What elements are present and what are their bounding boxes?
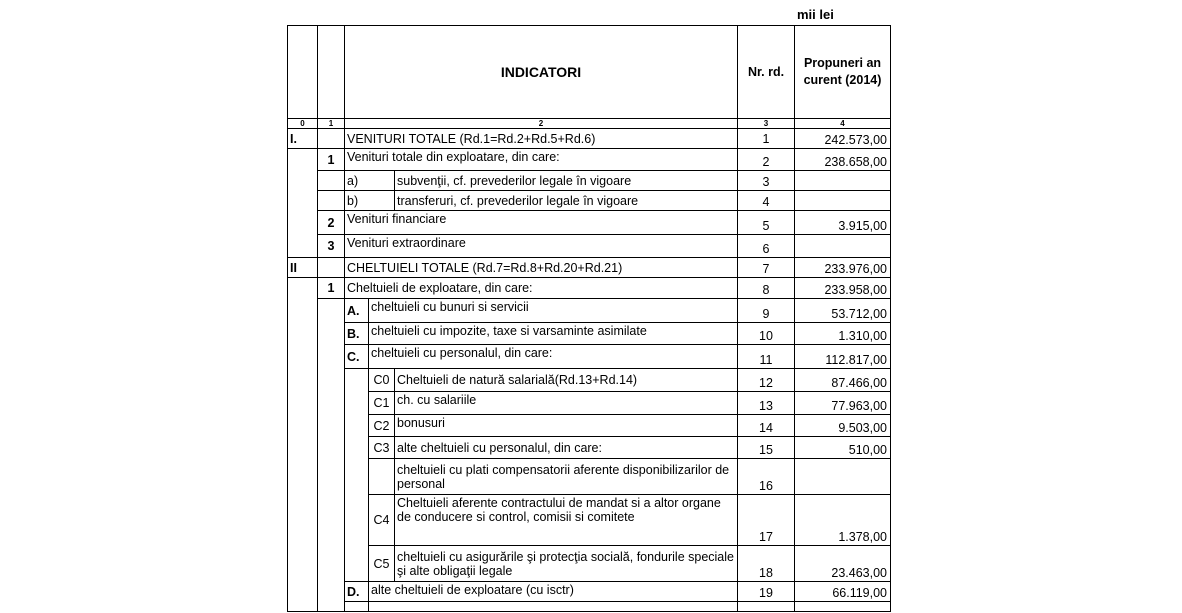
table-row xyxy=(288,602,891,612)
table-row xyxy=(288,392,891,415)
subsection-number: 1 xyxy=(318,149,345,171)
unit-label: mii lei xyxy=(797,7,834,22)
column-number-row xyxy=(288,119,891,129)
subsection-number: 1 xyxy=(318,278,345,299)
row-value: 87.466,00 xyxy=(795,369,891,392)
subsection-number: 3 xyxy=(318,235,345,258)
row-label: cheltuieli cu personalul, din care: xyxy=(369,345,738,369)
row-label: Cheltuieli de exploatare, din care: xyxy=(345,278,738,299)
table-row xyxy=(288,459,891,495)
item-letter: b) xyxy=(345,191,395,211)
row-number: 18 xyxy=(738,546,795,582)
row-number: 16 xyxy=(738,459,795,495)
table-row xyxy=(288,582,891,602)
table-row xyxy=(288,129,891,149)
item-code: C1 xyxy=(369,392,395,415)
row-value: 1.310,00 xyxy=(795,323,891,345)
row-value: 1.378,00 xyxy=(795,495,891,546)
column-number: 2 xyxy=(345,119,738,129)
row-value xyxy=(795,459,891,495)
header-row xyxy=(288,26,891,119)
table-row xyxy=(288,495,891,546)
row-label: cheltuieli cu bunuri si servicii xyxy=(369,299,738,323)
section-number: I. xyxy=(288,129,318,149)
row-label: Venituri financiare xyxy=(345,211,738,235)
table-row xyxy=(288,235,891,258)
row-number: 1 xyxy=(738,129,795,149)
row-number: 19 xyxy=(738,582,795,602)
item-letter: A. xyxy=(345,299,369,323)
proposal-header: Propuneri an curent (2014) xyxy=(795,26,891,119)
row-value xyxy=(795,191,891,211)
row-label: cheltuieli cu asigurările şi protecţia socială, fondurile speciale şi alte obligaţii legale xyxy=(395,546,738,582)
item-code: C3 xyxy=(369,437,395,459)
row-number: 15 xyxy=(738,437,795,459)
row-number: 17 xyxy=(738,495,795,546)
row-value: 242.573,00 xyxy=(795,129,891,149)
section-number: II xyxy=(288,258,318,278)
column-number: 0 xyxy=(288,119,318,129)
table-row xyxy=(288,191,891,211)
column-number: 3 xyxy=(738,119,795,129)
table-row xyxy=(288,299,891,323)
row-label: VENITURI TOTALE (Rd.1=Rd.2+Rd.5+Rd.6) xyxy=(345,129,738,149)
row-number: 11 xyxy=(738,345,795,369)
table-row xyxy=(288,415,891,437)
row-label: cheltuieli cu plati compensatorii aferente disponibilizarilor de personal xyxy=(395,459,738,495)
row-label: alte cheltuieli cu personalul, din care: xyxy=(395,437,738,459)
row-value: 3.915,00 xyxy=(795,211,891,235)
budget-table xyxy=(287,25,891,612)
table-row xyxy=(288,211,891,235)
row-label: Cheltuieli de natură salarială(Rd.13+Rd.14) xyxy=(395,369,738,392)
row-value: 112.817,00 xyxy=(795,345,891,369)
item-code: C4 xyxy=(369,495,395,546)
row-label: alte cheltuieli de exploatare (cu isctr) xyxy=(369,582,738,602)
item-letter: D. xyxy=(345,582,369,602)
row-number: 13 xyxy=(738,392,795,415)
row-number: 12 xyxy=(738,369,795,392)
row-number: 6 xyxy=(738,235,795,258)
row-number: 2 xyxy=(738,149,795,171)
row-number-header: Nr. rd. xyxy=(738,26,795,119)
row-label: ch. cu salariile xyxy=(395,392,738,415)
row-label: CHELTUIELI TOTALE (Rd.7=Rd.8+Rd.20+Rd.21) xyxy=(345,258,738,278)
subsection-number: 2 xyxy=(318,211,345,235)
row-label: Venituri totale din exploatare, din care: xyxy=(345,149,738,171)
item-letter: C. xyxy=(345,345,369,369)
row-number: 14 xyxy=(738,415,795,437)
row-label: subvenţii, cf. prevederilor legale în vigoare xyxy=(395,171,738,191)
row-number: 7 xyxy=(738,258,795,278)
row-value: 238.658,00 xyxy=(795,149,891,171)
table-row xyxy=(288,546,891,582)
item-code: C5 xyxy=(369,546,395,582)
table-row xyxy=(288,278,891,299)
row-value: 66.119,00 xyxy=(795,582,891,602)
table-row xyxy=(288,323,891,345)
item-code: C0 xyxy=(369,369,395,392)
column-number: 1 xyxy=(318,119,345,129)
table-row xyxy=(288,149,891,171)
item-letter: B. xyxy=(345,323,369,345)
row-label: bonusuri xyxy=(395,415,738,437)
row-label: cheltuieli cu impozite, taxe si varsaminte asimilate xyxy=(369,323,738,345)
column-number: 4 xyxy=(795,119,891,129)
row-value: 23.463,00 xyxy=(795,546,891,582)
row-value: 233.958,00 xyxy=(795,278,891,299)
row-value xyxy=(795,171,891,191)
row-value: 9.503,00 xyxy=(795,415,891,437)
row-label: Venituri extraordinare xyxy=(345,235,738,258)
row-value: 77.963,00 xyxy=(795,392,891,415)
row-value: 233.976,00 xyxy=(795,258,891,278)
row-number: 5 xyxy=(738,211,795,235)
row-number: 4 xyxy=(738,191,795,211)
table-row xyxy=(288,345,891,369)
row-label: Cheltuieli aferente contractului de mandat si a altor organe de conducere si control, comisii si comitete xyxy=(395,495,738,546)
row-number: 10 xyxy=(738,323,795,345)
row-label: transferuri, cf. prevederilor legale în vigoare xyxy=(395,191,738,211)
table-row xyxy=(288,171,891,191)
row-value xyxy=(795,235,891,258)
item-code xyxy=(369,459,395,495)
row-value: 510,00 xyxy=(795,437,891,459)
row-number: 9 xyxy=(738,299,795,323)
row-number: 3 xyxy=(738,171,795,191)
table-row xyxy=(288,437,891,459)
row-value: 53.712,00 xyxy=(795,299,891,323)
indicators-header: INDICATORI xyxy=(345,26,738,119)
item-code: C2 xyxy=(369,415,395,437)
item-letter: a) xyxy=(345,171,395,191)
table-row xyxy=(288,258,891,278)
row-number: 8 xyxy=(738,278,795,299)
table-row xyxy=(288,369,891,392)
